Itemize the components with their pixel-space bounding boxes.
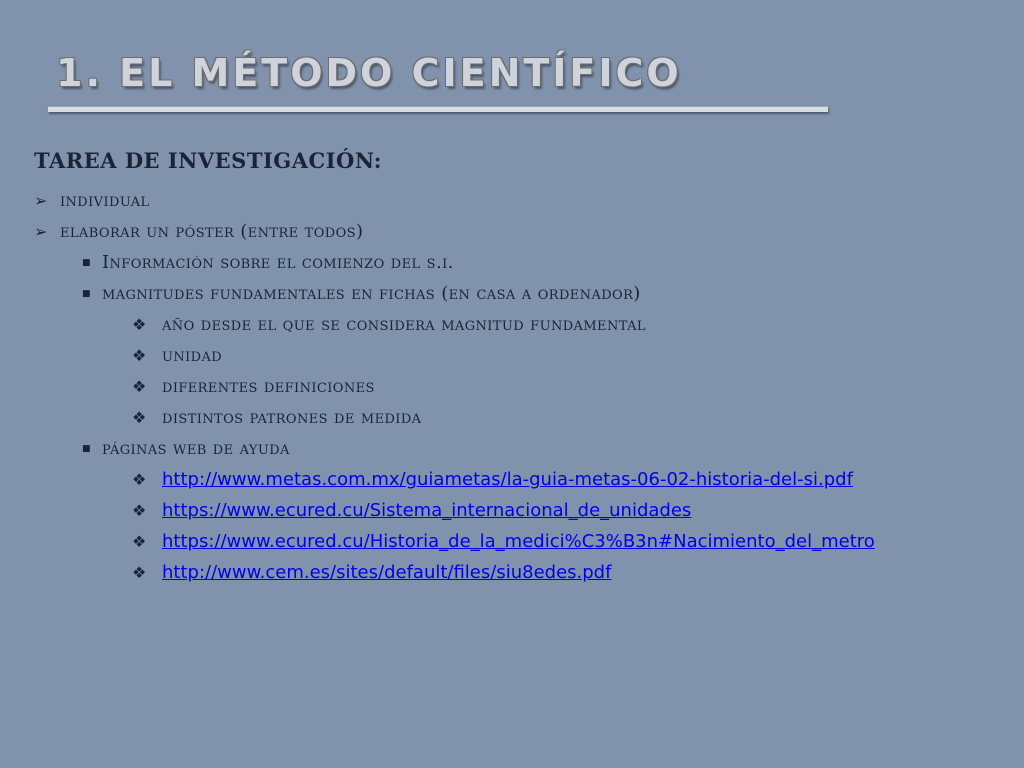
list-item-patrones (132, 407, 421, 437)
link-ecured-sistema-internacional[interactable]: https://www.ecured.cu/Sistema_internacional_de_unidades (162, 500, 692, 521)
list-item-unidad (132, 345, 222, 375)
list-item-link-ecured-historia (132, 531, 875, 561)
square-bullet-icon: ■ (82, 444, 91, 454)
diamond-bullet-icon: ❖ (132, 501, 147, 520)
diamond-bullet-icon: ❖ (132, 346, 147, 365)
list-item-label: elaborar un póster (entre todos) (60, 221, 364, 242)
list-item-label: páginas web de ayuda (102, 438, 290, 459)
diamond-bullet-icon: ❖ (132, 315, 147, 334)
diamond-bullet-icon: ❖ (132, 470, 147, 489)
diamond-bullet-icon: ❖ (132, 377, 147, 396)
slide-title: 1. EL MÉTODO CIENTÍFICO (56, 51, 682, 95)
list-item-label: distintos patrones de medida (162, 407, 422, 428)
square-bullet-icon: ■ (82, 289, 91, 299)
list-item-anio (132, 314, 646, 344)
list-item-individual (34, 190, 150, 220)
arrow-bullet-icon: ➢ (34, 191, 48, 210)
list-item-definiciones (132, 376, 375, 406)
slide-subtitle: TAREA DE INVESTIGACIÓN: (34, 148, 383, 173)
list-item-link-metas (132, 469, 853, 499)
diamond-bullet-icon: ❖ (132, 563, 147, 582)
list-item-poster (34, 221, 363, 251)
list-item-label: magnitudes fundamentales en fichas (en casa a ordenador) (102, 283, 641, 304)
title-underline-divider (48, 106, 828, 112)
list-item-label: año desde el que se considera magnitud fundamental (162, 314, 646, 335)
square-bullet-icon: ■ (82, 258, 91, 268)
list-item-link-ecured-si (132, 500, 691, 530)
arrow-bullet-icon: ➢ (34, 222, 48, 241)
link-ecured-historia-medicion[interactable]: https://www.ecured.cu/Historia_de_la_medici%C3%B3n#Nacimiento_del_metro (162, 531, 875, 552)
list-item-label: diferentes definiciones (162, 376, 375, 397)
list-item-informacion (82, 252, 454, 282)
link-cem-pdf[interactable]: http://www.cem.es/sites/default/files/siu8edes.pdf (162, 562, 612, 583)
list-item-label: unidad (162, 345, 223, 366)
list-item-label: Información sobre el comienzo del s.i. (102, 252, 454, 273)
link-metas-pdf[interactable]: http://www.metas.com.mx/guiametas/la-guia-metas-06-02-historia-del-si.pdf (162, 469, 853, 490)
list-item-magnitudes (82, 283, 641, 313)
list-item-label: individual (60, 190, 150, 211)
list-item-paginas-web (82, 438, 290, 468)
diamond-bullet-icon: ❖ (132, 408, 147, 427)
list-item-link-cem (132, 562, 611, 592)
diamond-bullet-icon: ❖ (132, 532, 147, 551)
